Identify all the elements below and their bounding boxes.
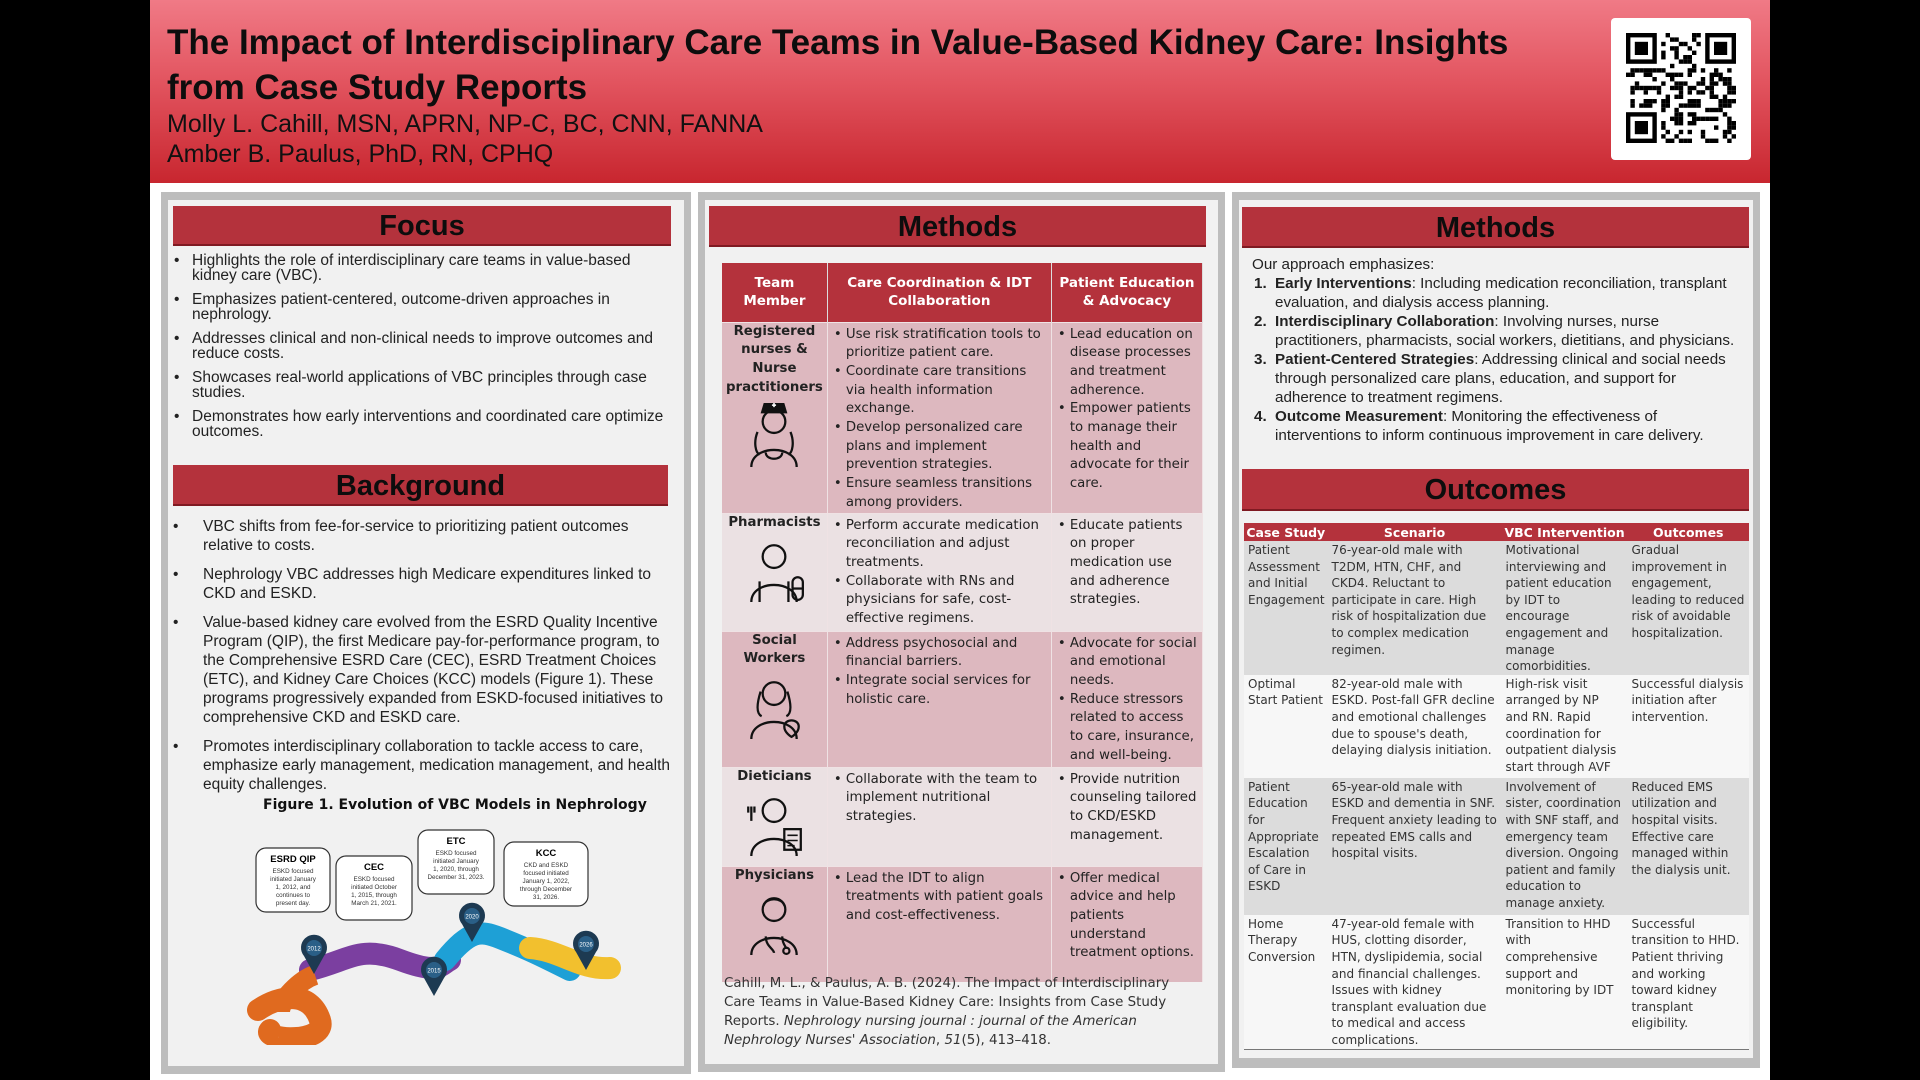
poster-title: The Impact of Interdisciplinary Care Teams in Value-Based Kidney Care: Insights from Case Study Reports xyxy=(167,23,1509,107)
timeline-label: CEC xyxy=(363,862,385,873)
outcomes-heading: Outcomes xyxy=(1242,469,1749,511)
outcome-outcome-cell: Reduced EMS utilization and hospital visits. Effective care managed within the dialysis unit. xyxy=(1628,778,1749,915)
methods-intro: Our approach emphasizes: xyxy=(1252,256,1435,273)
coordination-list xyxy=(832,771,1047,827)
approach-item xyxy=(1252,274,1737,312)
coordination-cell xyxy=(827,866,1051,982)
nurse-icon xyxy=(741,401,807,469)
coordination-item: • Integrate social services for holistic care. xyxy=(846,672,1047,709)
coordination-cell xyxy=(827,767,1051,866)
coordination-cell xyxy=(827,322,1051,513)
methods-row xyxy=(722,631,1203,767)
timeline-description: ESKD focused initiated October 1, 2015, through March 21, 2021. xyxy=(351,876,397,907)
background-list xyxy=(173,517,671,804)
education-list xyxy=(1056,326,1198,494)
outcomes-table xyxy=(1244,523,1749,1050)
education-item: • Provide nutrition counseling tailored to CKD/ESKD management. xyxy=(1070,771,1198,846)
approach-number: 2. xyxy=(1254,313,1267,330)
physician-icon xyxy=(741,889,807,957)
reference-volume: 51 xyxy=(944,1033,962,1048)
focus-heading: Focus xyxy=(173,206,671,246)
timeline-description: ESKD focused initiated January 1, 2012, and continues to present day. xyxy=(270,868,316,907)
timeline-year: 2012 xyxy=(307,946,321,953)
outcome-outcome-cell: Successful dialysis initiation after intervention. xyxy=(1628,675,1749,778)
education-list xyxy=(1056,517,1198,611)
focus-item: • Addresses clinical and non-clinical needs to improve outcomes and reduce costs. xyxy=(174,331,672,361)
outcome-intervention-cell: Involvement of sister, coordination with SNF staff, and emergency team diversion. Ongoing patient and family education to manage anxiety. xyxy=(1502,778,1628,915)
outcome-scenario-cell: 76-year-old male with T2DM, HTN, CHF, and CKD4. Reluctant to participate in care. High risk of hospitalization due to complex medication regimen. xyxy=(1328,541,1502,675)
education-item: • Empower patients to manage their health and advocate for their care. xyxy=(1070,400,1198,494)
coordination-item: • Coordinate care transitions via health information exchange. xyxy=(846,363,1047,419)
outcome-intervention-cell: High-risk visit arranged by NP and RN. Rapid coordination for outpatient dialysis start through AVF xyxy=(1502,675,1628,778)
outcome-case-cell: Optimal Start Patient xyxy=(1244,675,1328,778)
education-item: • Offer medical advice and help patients understand treatment options. xyxy=(1070,870,1198,964)
approach-number: 1. xyxy=(1254,275,1267,292)
authors xyxy=(167,109,763,169)
approach-term: Interdisciplinary Collaboration xyxy=(1275,313,1495,330)
timeline-description: CKD and ESKD focused initiated January 1, 2022, through December 31, 2026. xyxy=(519,862,573,901)
reference-pages: (5), 413–418. xyxy=(961,1033,1052,1048)
outcome-case-cell: Patient Assessment and Initial Engagement xyxy=(1244,541,1328,675)
education-cell xyxy=(1051,513,1202,631)
col-team-member: Team Member xyxy=(722,263,827,322)
timeline-box xyxy=(504,842,588,906)
background-item: • Nephrology VBC addresses high Medicare expenditures linked to CKD and ESKD. xyxy=(173,565,671,603)
background-item: • VBC shifts from fee-for-service to prioritizing patient outcomes relative to costs. xyxy=(173,517,671,555)
pharmacist-icon xyxy=(741,536,807,604)
timeline-label: KCC xyxy=(535,848,557,859)
timeline-box xyxy=(336,856,412,920)
team-member-cell xyxy=(722,767,827,866)
timeline-label: ESRD QIP xyxy=(270,854,316,865)
col-vbc-intervention: VBC Intervention xyxy=(1502,523,1628,541)
outcome-outcome-cell: Gradual improvement in engagement, leading to reduced risk of avoidable hospitalization. xyxy=(1628,541,1749,675)
education-item: • Reduce stressors related to access to care, insurance, and well-being. xyxy=(1070,691,1198,766)
outcome-scenario-cell: 65-year-old male with ESKD and dementia in SNF. Frequent anxiety leading to repeated EMS calls and hospital visits. xyxy=(1328,778,1502,915)
background-item: • Value-based kidney care evolved from the ESRD Quality Incentive Program (QIP), the first Medicare pay-for-performance program, to the Comprehensive ESRD Care (CEC), ESRD Treatment Choices (ETC), and Kidney Care Choices (KCC) models (Figure 1). These programs progressively expanded from ESKD-focused initiatives to comprehensive CKD and ESKD care. xyxy=(173,613,671,727)
dietician-icon xyxy=(741,790,807,858)
education-cell xyxy=(1051,322,1202,513)
background-heading: Background xyxy=(173,465,668,506)
education-cell xyxy=(1051,866,1202,982)
coordination-item: • Use risk stratification tools to prioritize patient care. xyxy=(846,326,1047,363)
timeline-box xyxy=(418,830,494,894)
col-case-study: Case Study xyxy=(1244,523,1328,541)
team-member-label: Physicians xyxy=(734,867,814,883)
methods-row xyxy=(722,866,1203,982)
background-item: • Promotes interdisciplinary collaboration to tackle access to care, emphasize early management, medication management, and health equity challenges. xyxy=(173,737,671,794)
methods-row xyxy=(722,322,1203,513)
approach-term: Patient-Centered Strategies xyxy=(1275,351,1475,368)
reference-citation: Cahill, M. L., & Paulus, A. B. (2024). The Impact of Interdisciplinary Care Teams in Value-Based Kidney Care: Insights from Case Study Reports. xyxy=(724,976,1170,1029)
team-member-label: Dieticians xyxy=(737,768,812,784)
coordination-cell xyxy=(827,631,1051,767)
outcome-case-cell: Home Therapy Conversion xyxy=(1244,915,1328,1049)
col-patient-education: Patient Education & Advocacy xyxy=(1051,263,1202,322)
coordination-item: • Ensure seamless transitions among providers. xyxy=(846,475,1047,512)
col-care-coordination: Care Coordination & IDT Collaboration xyxy=(827,263,1051,322)
outcome-row xyxy=(1244,915,1749,1049)
team-member-label: Registered nurses & Nurse practitioners xyxy=(726,323,823,395)
qr-code-icon[interactable] xyxy=(1611,18,1751,160)
outcome-outcome-cell: Successful transition to HHD. Patient thriving and working toward kidney transplant eligibility. xyxy=(1628,915,1749,1049)
education-item: • Lead education on disease processes and treatment adherence. xyxy=(1070,326,1198,401)
col-outcomes: Outcomes xyxy=(1628,523,1749,541)
team-member-cell xyxy=(722,866,827,982)
figure-caption: Figure 1. Evolution of VBC Models in Nephrology xyxy=(263,797,647,813)
approach-term: Outcome Measurement xyxy=(1275,408,1443,425)
reference: Cahill, M. L., & Paulus, A. B. (2024). The Impact of Interdisciplinary Care Teams in Value-Based Kidney Care: Insights from Case Study Reports. Nephrology nursing journal : journal of the American Nephrology Nurses' Association, 51(5), 413–418. xyxy=(724,976,1170,1048)
timeline-year: 2020 xyxy=(465,914,479,921)
outcome-scenario-cell: 82-year-old male with ESKD. Post-fall GFR decline and emotional challenges due to spouse's death, delaying dialysis initiation. xyxy=(1328,675,1502,778)
coordination-list xyxy=(832,870,1047,926)
coordination-list xyxy=(832,326,1047,513)
methods-approach-list xyxy=(1252,274,1737,445)
col-scenario: Scenario xyxy=(1328,523,1502,541)
team-member-label: Social Workers xyxy=(743,632,806,667)
approach-number: 3. xyxy=(1254,351,1267,368)
timeline-description: ESKD focused initiated January 1, 2020, through December 31, 2023. xyxy=(427,850,485,881)
methods-row xyxy=(722,767,1203,866)
methods-right-heading: Methods xyxy=(1242,207,1749,248)
focus-item: • Highlights the role of interdisciplinary care teams in value-based kidney care (VBC). xyxy=(174,253,672,283)
coordination-cell xyxy=(827,513,1051,631)
focus-item: • Emphasizes patient-centered, outcome-driven approaches in nephrology. xyxy=(174,292,672,322)
outcome-row xyxy=(1244,541,1749,675)
approach-term: Early Interventions xyxy=(1275,275,1412,292)
timeline-box xyxy=(256,848,330,912)
education-cell xyxy=(1051,631,1202,767)
outcome-scenario-cell: 47-year-old female with HUS, clotting disorder, HTN, dyslipidemia, social and financial challenges. Issues with kidney transplant evaluation due to medical and access complications. xyxy=(1328,915,1502,1049)
coordination-item: • Collaborate with the team to implement nutritional strategies. xyxy=(846,771,1047,827)
reference-journal: Nephrology nursing journal : journal of the American Nephrology Nurses' Association xyxy=(724,1014,1137,1048)
approach-text: : Including medication reconciliation, transplant evaluation, and dialysis access planning. xyxy=(1275,275,1727,311)
vbc-timeline-figure xyxy=(240,820,630,1045)
education-cell xyxy=(1051,767,1202,866)
coordination-item: • Address psychosocial and financial barriers. xyxy=(846,635,1047,672)
outcome-case-cell: Patient Education for Appropriate Escalation of Care in ESKD xyxy=(1244,778,1328,915)
education-item: • Educate patients on proper medication use and adherence strategies. xyxy=(1070,517,1198,611)
education-list xyxy=(1056,870,1198,964)
methods-row xyxy=(722,513,1203,631)
focus-list xyxy=(174,253,672,448)
coordination-list xyxy=(832,517,1047,629)
approach-item xyxy=(1252,312,1737,350)
methods-table xyxy=(722,263,1203,982)
focus-item: • Showcases real-world applications of VBC principles through case studies. xyxy=(174,370,672,400)
timeline-year: 2015 xyxy=(427,968,441,975)
timeline-label: ETC xyxy=(446,836,466,847)
approach-item xyxy=(1252,350,1737,407)
education-list xyxy=(1056,635,1198,766)
poster-header xyxy=(150,0,1770,183)
approach-text: : Addressing clinical and social needs through personalized care plans, education, and support for adherence to treatment regimens. xyxy=(1275,351,1726,406)
education-item: • Advocate for social and emotional needs. xyxy=(1070,635,1198,691)
approach-number: 4. xyxy=(1254,408,1267,425)
methods-heading: Methods xyxy=(709,206,1206,247)
coordination-item: • Perform accurate medication reconciliation and adjust treatments. xyxy=(846,517,1047,573)
outcome-row xyxy=(1244,675,1749,778)
timeline-year: 2026 xyxy=(579,942,593,949)
outcome-intervention-cell: Transition to HHD with comprehensive support and monitoring by IDT xyxy=(1502,915,1628,1049)
timeline-pin-icon xyxy=(421,957,447,996)
coordination-item: • Lead the IDT to align treatments with patient goals and cost-effectiveness. xyxy=(846,870,1047,926)
author-2: Amber B. Paulus, PhD, RN, CPHQ xyxy=(167,140,554,168)
outcome-row xyxy=(1244,778,1749,915)
social-worker-icon xyxy=(741,673,807,741)
coordination-list xyxy=(832,635,1047,710)
coordination-item: • Develop personalized care plans and implement prevention strategies. xyxy=(846,419,1047,475)
approach-text: : Monitoring the effectiveness of interventions to inform continuous improvement in care delivery. xyxy=(1275,408,1704,444)
team-member-cell xyxy=(722,513,827,631)
team-member-label: Pharmacists xyxy=(728,514,821,530)
focus-item: • Demonstrates how early interventions and coordinated care optimize outcomes. xyxy=(174,409,672,439)
team-member-cell xyxy=(722,631,827,767)
approach-text: : Involving nurses, nurse practitioners, pharmacists, social workers, dietitians, and physicians. xyxy=(1275,313,1735,349)
author-1: Molly L. Cahill, MSN, APRN, NP-C, BC, CNN, FANNA xyxy=(167,110,763,138)
team-member-cell xyxy=(722,322,827,513)
approach-item xyxy=(1252,407,1737,445)
education-list xyxy=(1056,771,1198,846)
methods-approach xyxy=(1252,255,1737,445)
coordination-item: • Collaborate with RNs and physicians for safe, cost-effective regimens. xyxy=(846,573,1047,629)
outcome-intervention-cell: Motivational interviewing and patient education by IDT to encourage engagement and manage comorbidities. xyxy=(1502,541,1628,675)
